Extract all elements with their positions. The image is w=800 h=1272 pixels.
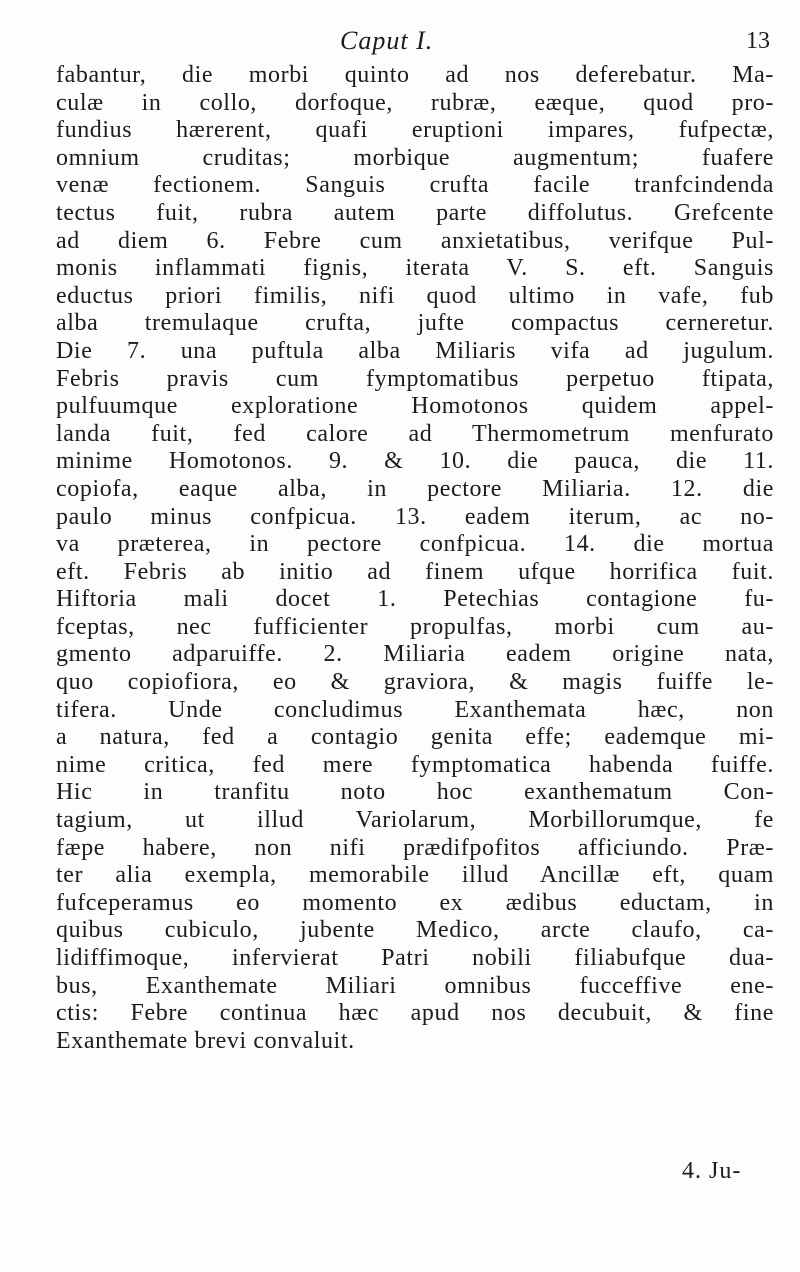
text-line: tectus fuit, rubra autem parte diffolutus. Grefcente xyxy=(56,199,774,226)
text-line: fundius hærerent, quafi eruptioni impares, fufpectæ, xyxy=(56,117,774,144)
text-line: monis inflammati fignis, iterata V. S. eft. Sanguis xyxy=(56,255,774,282)
text-line: lidiffimoque, infervierat Patri nobili filiabufque dua- xyxy=(56,945,774,971)
text-line: paulo minus confpicua. 13. eadem iterum, ac no- xyxy=(56,503,774,530)
text-line: alba tremulaque crufta, jufte compactus cerneretur. xyxy=(56,310,774,337)
text-line: Hiftoria mali docet 1. Petechias contagione fu- xyxy=(56,586,774,613)
text-line: va præterea, in pectore confpicua. 14. die mortua xyxy=(56,531,774,558)
text-line: Hic in tranfitu noto hoc exanthematum Con- xyxy=(56,779,774,806)
text-line: tifera. Unde concludimus Exanthemata hæc, non xyxy=(56,696,774,723)
text-line: Exanthemate brevi convaluit. xyxy=(56,1027,355,1054)
text-line: fæpe habere, non nifi prædifpofitos afficiundo. Præ- xyxy=(56,834,774,861)
text-line: eft. Febris ab initio ad finem ufque horrifica fuit. xyxy=(56,558,774,585)
text-line: omnium cruditas; morbique augmentum; fuafere xyxy=(56,144,774,171)
text-line: bus, Exanthemate Miliari omnibus fucceffive ene- xyxy=(56,972,774,999)
text-line: ad diem 6. Febre cum anxietatibus, verifque Pul- xyxy=(56,227,774,254)
page-number: 13 xyxy=(746,28,770,54)
text-line: a natura, fed a contagio genita effe; eademque mi- xyxy=(56,724,774,751)
text-line: fufceperamus eo momento ex ædibus eductam, in xyxy=(56,889,774,916)
text-line: gmento adparuiffe. 2. Miliaria eadem origine nata, xyxy=(56,641,774,668)
body-text xyxy=(56,62,774,1055)
text-line: minime Homotonos. 9. & 10. die pauca, die 11. xyxy=(56,448,774,475)
text-line: venæ fectionem. Sanguis crufta facile tranfcindenda xyxy=(56,172,774,199)
text-line: fabantur, die morbi quinto ad nos deferebatur. Ma- xyxy=(56,62,774,88)
text-line: culæ in collo, dorfoque, rubræ, eæque, quod pro- xyxy=(56,89,774,116)
text-line: ctis: Febre continua hæc apud nos decubuit, & fine xyxy=(56,1000,774,1027)
text-line: nime critica, fed mere fymptomatica habenda fuiffe. xyxy=(56,751,774,778)
text-line: pulfuumque exploratione Homotonos quidem appel- xyxy=(56,393,774,420)
catchword: 4. Ju- xyxy=(682,1158,742,1184)
text-line: Febris pravis cum fymptomatibus perpetuo ftipata, xyxy=(56,365,774,392)
text-line: eductus priori fimilis, nifi quod ultimo in vafe, fub xyxy=(56,282,774,309)
text-line: copiofa, eaque alba, in pectore Miliaria. 12. die xyxy=(56,475,774,502)
text-line: quo copiofiora, eo & graviora, & magis fuiffe le- xyxy=(56,669,774,696)
text-line: ter alia exempla, memorabile illud Ancillæ eft, quam xyxy=(56,862,774,889)
running-head-title: Caput I. xyxy=(340,26,434,55)
text-line: quibus cubiculo, jubente Medico, arcte claufo, ca- xyxy=(56,917,774,944)
text-line: Die 7. una puftula alba Miliaris vifa ad jugulum. xyxy=(56,337,774,364)
text-line: fceptas, nec fufficienter propulfas, morbi cum au- xyxy=(56,613,774,640)
text-line: tagium, ut illud Variolarum, Morbillorumque, fe xyxy=(56,807,774,834)
text-line: landa fuit, fed calore ad Thermometrum menfurato xyxy=(56,420,774,447)
running-head xyxy=(0,26,800,66)
